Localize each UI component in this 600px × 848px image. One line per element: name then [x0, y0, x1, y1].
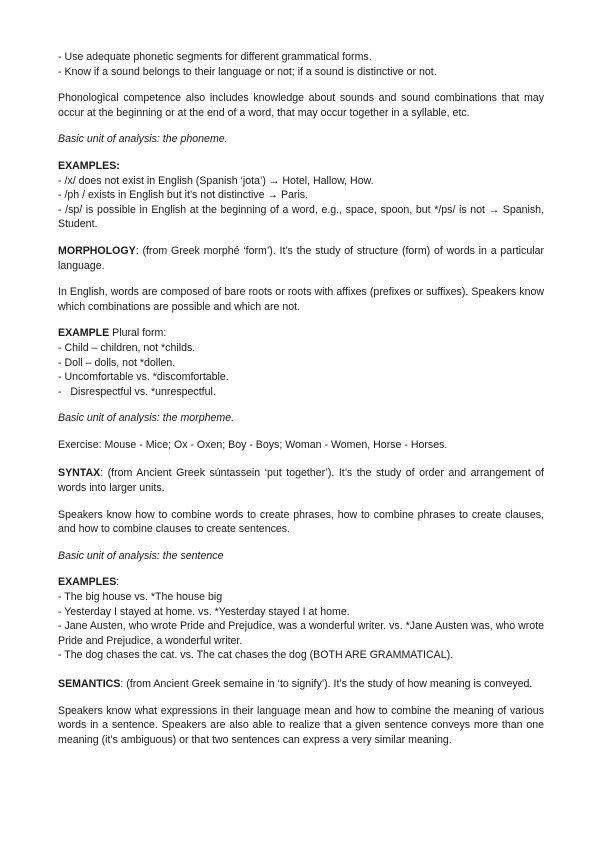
phonology-competence-paragraph: Phonological competence also includes knowledge about sounds and sound combinations that may occur at the beginning or at the end of a word, that may occur together in a syllable, etc. [58, 92, 544, 119]
morphology-examples [58, 326, 544, 399]
list-item: - /sp/ is possible in English at the beginning of a word, e.g., space, spoon, but */ps/ is not → Spanish, Student. [58, 203, 544, 231]
example-label: Plural form: [109, 327, 167, 340]
definition-text: : (from Ancient Greek semaine in ‘to signify’). It’s the study of how meaning is conveyed. [120, 678, 533, 690]
list-item: - Know if a sound belongs to their language or not; if a sound is distinctive or not. [58, 65, 437, 78]
examples-heading: EXAMPLES: [58, 159, 120, 172]
list-item: - /x/ does not exist in English (Spanish ‘jota’) → Hotel, Hallow, How. [58, 174, 374, 187]
list-item: - Disrespectful vs. *unrespectful. [58, 385, 216, 398]
section-term: SEMANTICS [58, 678, 121, 690]
syntax-examples [58, 575, 544, 663]
list-item: - Jane Austen, who wrote Pride and Prejudice, was a wonderful writer. vs. *Jane Austen was, who wrote Pride and Prejudice, a wonderful writer. [58, 620, 544, 647]
morphology-paragraph: In English, words are composed of bare roots or roots with affixes (prefixes or suffixes). Speakers know which combinations are possible and which are not. [58, 286, 544, 313]
syntax-definition [58, 466, 544, 495]
definition-text: : (from Greek morphé ‘form’). It’s the study of structure (form) of words in a particular language. [58, 244, 544, 272]
section-term: SYNTAX [58, 467, 101, 480]
list-item: - The big house vs. *The house big [58, 591, 223, 604]
morphology-definition [58, 244, 544, 273]
example-heading-line [58, 326, 544, 341]
examples-heading-line [58, 575, 544, 590]
morphology-unit: Basic unit of analysis: the morpheme. [58, 412, 235, 425]
syntax-paragraph: Speakers know how to combine words to create phrases, how to combine phrases to create clauses, and how to combine clauses to create sentences. [58, 508, 544, 536]
examples-heading: EXAMPLES [58, 576, 117, 589]
semantics-definition [58, 677, 544, 692]
list-item: - Doll – dolls, not *dollen. [58, 356, 176, 369]
list-item: - Use adequate phonetic segments for different grammatical forms. [58, 51, 372, 63]
definition-text: : (from Ancient Greek súntassein ‘put together’). It’s the study of order and arrangement of words into larger units. [58, 467, 544, 495]
section-term: MORPHOLOGY [58, 244, 136, 257]
morphology-exercise: Exercise: Mouse - Mice; Ox - Oxen; Boy - Boys; Woman - Women, Horse - Horses. [58, 438, 448, 451]
example-heading: EXAMPLE [58, 327, 110, 340]
phonology-examples [58, 159, 544, 232]
phonology-unit: Basic unit of analysis: the phoneme. [58, 133, 228, 146]
list-item: - /ph / exists in English but it’s not distinctive → Paris. [58, 189, 309, 202]
syntax-unit: Basic unit of analysis: the sentence [58, 549, 224, 562]
intro-list [58, 50, 544, 79]
semantics-paragraph: Speakers know what expressions in their language mean and how to combine the meaning of various words in a sentence. Speakers are also able to realize that a given sentence conveys more than one meaning (it’s ambiguous) or that two sentences can express a very similar meaning. [58, 704, 544, 746]
list-item: - The dog chases the cat. vs. The cat chases the dog (BOTH ARE GRAMMATICAL). [58, 649, 454, 662]
list-item: - Yesterday I stayed at home. vs. *Yesterday stayed I at home. [58, 605, 350, 618]
list-item: - Uncomfortable vs. *discomfortable. [58, 371, 229, 384]
examples-colon: : [116, 576, 120, 589]
list-item: - Child – children, not *childs. [58, 341, 196, 354]
